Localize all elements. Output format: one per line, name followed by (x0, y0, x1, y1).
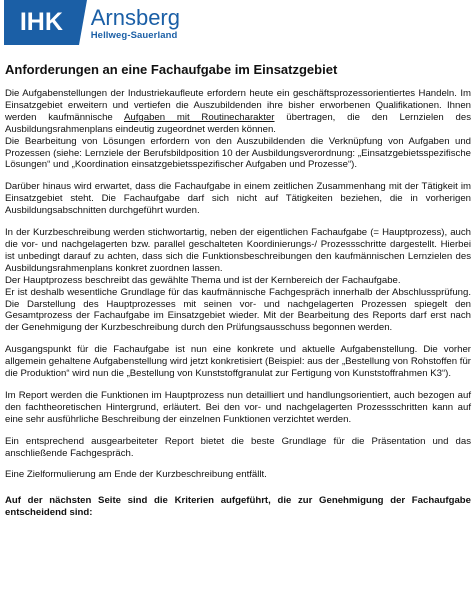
paragraph-starting-point: Ausgangspunkt für die Fachaufgabe ist nun eine konkrete und aktuelle Aufgabenstellung. Die vorher allgemein gehaltene Aufgabenstellung wird jetzt konkretisiert (Beispiel: aus der „Bestellung von Rohstoffen für die Produktion“ wird nun die „Bestellung von Kunststoffgranulat zur Fertigung von Kunststoffrahmen K3“). (5, 344, 471, 380)
paragraph-main-process: Der Hauptprozess beschreibt das gewählte Thema und ist der Kernbereich der Fachaufgabe. (5, 274, 401, 286)
logo-text (91, 0, 180, 48)
paragraph-intro-start: Die Aufgabenstellungen der Industriekaufleute erfordern heute ein geschäftsprozessorientiertes Handeln. Im Einsatzgebiet erweitern und vertiefen die Auszubildenden ihre bisher erworbenen Qualifikationen. Ihnen werden kaufmännische (5, 88, 471, 123)
paragraph-intro (5, 88, 471, 136)
document-title: Anforderungen an eine Fachaufgabe im Einsatzgebiet (5, 62, 338, 77)
paragraph-intro-end: übertragen, die den Lernzielen des Ausbildungsrahmenplans eindeutig zugeordnet werden können. (5, 111, 471, 135)
paragraph-exam-basis: Er ist deshalb wesentliche Grundlage für das kaufmännische Fachgespräch innerhalb der Abschlussprüfung. Die Darstellung des Hauptprozesses mit seinen vor- und nachgelagerten Prozessen spiegelt den Gesamtprozess der Fachaufgabe im Einsatzgebiet wieder. Mit der Bearbeitung des Reports darf erst nach der Genehmigung der Kurzbeschreibung durch den Prüfungsausschuss begonnen werden. (5, 286, 471, 334)
ihk-logo (4, 0, 180, 48)
document-body (5, 62, 471, 529)
logo-name: Arnsberg (90, 5, 180, 30)
paragraph-short-description: In der Kurzbeschreibung werden stichwortartig, neben der eigentlichen Fachaufgabe (= Hauptprozess), auch die vor- und nachgelagerten bzw. parallel geschalteten Koordinierungs-/ Prozessschritte dargestellt. Hierbei ist unbedingt darauf zu achten, dass sich die Funktionsbeschreibungen den kaufmännischen Lernzielen des Ausbildungsrahmenplans konkret zuordnen lassen. (5, 227, 471, 274)
paragraph-timing: Darüber hinaus wird erwartet, dass die Fachaufgabe in einem zeitlichen Zusammenhang mit der Tätigkeit im Einsatzgebiet steht. Die Fachaufgabe darf sich nicht auf Tätigkeiten beziehen, die in vorherigen Ausbildungsabschnitten durchgeführt wurden. (5, 181, 471, 217)
underlined-phrase: Aufgaben mit Routinecharakter (124, 111, 275, 123)
paragraph-processes: Die Bearbeitung von Lösungen erfordern von den Auszubildenden die Verknüpfung von Aufgaben und Prozessen (siehe: Lernziele der Berufsbildposition 10 der Ausbildungsverordnung: „Einsatzgebietsspezifische Lösungen“ und „Koordination einsatzgebietsspezifischer Aufgaben und Prozesse“). (5, 135, 471, 171)
logo-subtitle: Hellweg-Sauerland (90, 30, 178, 41)
paragraph-goal: Eine Zielformulierung am Ende der Kurzbeschreibung entfällt. (5, 469, 267, 481)
paragraph-presentation: Ein entsprechend ausgearbeiteter Report bietet die beste Grundlage für die Präsentation und das anschließende Fachgespräch. (5, 435, 471, 459)
logo-mark: IHK (4, 0, 79, 45)
paragraph-criteria-note: Auf der nächsten Seite sind die Kriterien aufgeführt, die zur Genehmigung der Fachaufgabe entscheidend sind: (5, 495, 471, 519)
paragraph-report: Im Report werden die Funktionen im Hauptprozess nun detailliert und handlungsorientiert, auch bezogen auf den fachtheoretischen Hintergrund, erläutert. Bei den vor- und nachgelagerten Prozessschritten kann auf eine sehr ausführliche Beschreibung der einzelnen Funktionen verzichtet werden. (5, 389, 471, 425)
